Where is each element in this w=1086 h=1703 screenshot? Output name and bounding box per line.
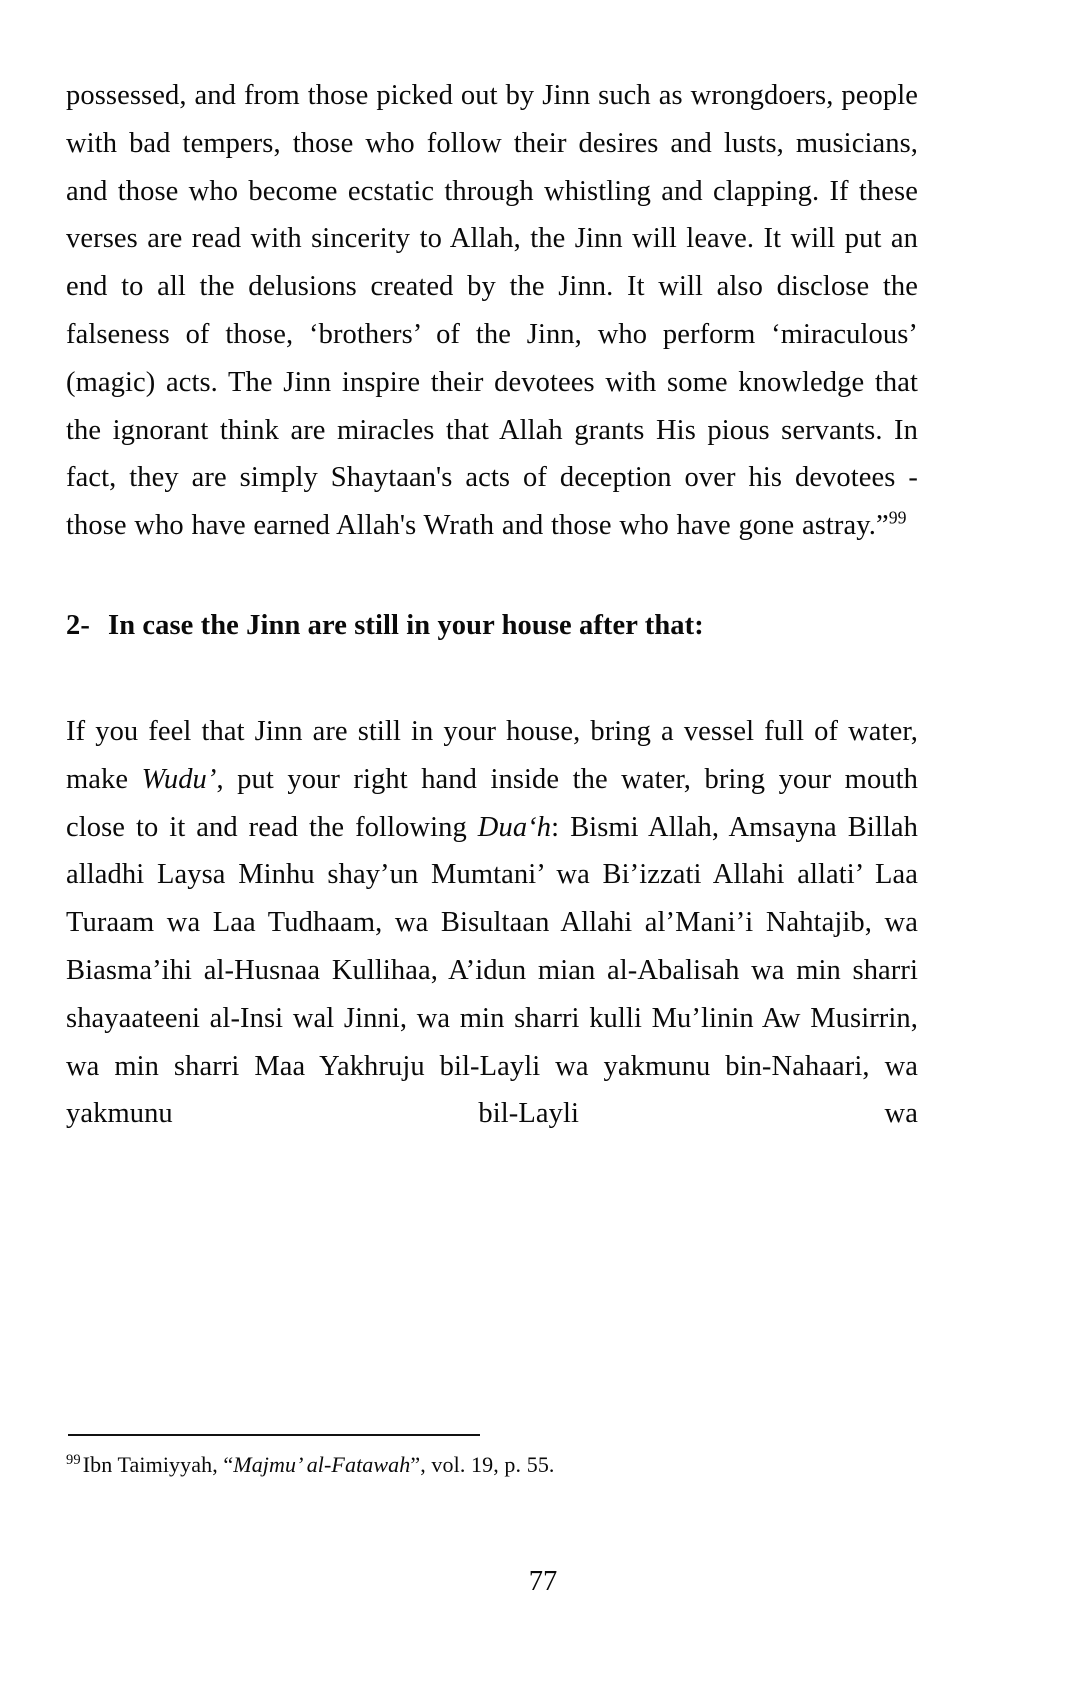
spacer: [66, 550, 918, 606]
section-heading: [66, 606, 918, 646]
footnote-number: 99: [66, 1451, 81, 1468]
paragraph-continuation: [66, 72, 918, 550]
paragraph-instructions: [66, 708, 918, 1186]
footnote-segment-1: Ibn Taimiyyah, “: [82, 1452, 234, 1477]
footnote-reference-99: 99: [888, 507, 907, 528]
page-content: [66, 72, 918, 1186]
heading-number: 2-: [66, 609, 90, 641]
footnote-segment-2: ”, vol. 19, p. 55.: [410, 1452, 555, 1477]
paragraph-2-segment-2: , put your right hand inside the water, bring your mouth close to it and read the following: [66, 763, 919, 843]
page-number: 77: [528, 1566, 558, 1597]
footnote-separator-rule: [68, 1434, 480, 1436]
spacer: [66, 646, 918, 708]
term-wudu: Wudu’: [141, 763, 217, 795]
footnote-entry: [66, 1450, 918, 1480]
paragraph-2-segment-1: If you feel that Jinn are still in your house, bring a vessel full of water, make: [66, 715, 918, 795]
term-duah: Dua‘h: [477, 811, 552, 843]
paragraph-2-segment-3: : Bismi Allah, Amsayna Billah alladhi Laysa Minhu shay’un Mumtani’ wa Bi’izzati Allahi allati’ Laa Turaam wa Laa Tudhaam, wa Bisultaan Allahi al’Mani’i Nahtajib, wa Biasma’ihi al-Husnaa Kullihaa, A’idun mian al-Abalisah wa min sharri shayaateeni al-Insi wal Jinni, wa min sharri kulli Mu’linin Aw Musirrin, wa min sharri Maa Yakhruju bil-Layli wa yakmunu bin-Nahaari, wa yakmunu bil-Layli wa: [66, 811, 918, 1130]
footnote-source-title: Majmu’ al-Fatawah: [233, 1452, 411, 1477]
heading-label: In case the Jinn are still in your house after that:: [108, 609, 704, 641]
footnote-area: [66, 1434, 918, 1480]
paragraph-1-text: possessed, and from those picked out by Jinn such as wrongdoers, people with bad tempers, those who follow their desires and lusts, musicians, and those who become ecstatic through whistling and clapping. If these verses are read with sincerity to Allah, the Jinn will leave. It will put an end to all the delusions created by the Jinn. It will also disclose the falseness of those, ‘brothers’ of the Jinn, who perform ‘miraculous’ (magic) acts. The Jinn inspire their devotees with some knowledge that the ignorant think are miracles that Allah grants His pious servants. In fact, they are simply Shaytaan's acts of deception over his devotees - those who have earned Allah's Wrath and those who have gone astray.”: [66, 80, 918, 542]
